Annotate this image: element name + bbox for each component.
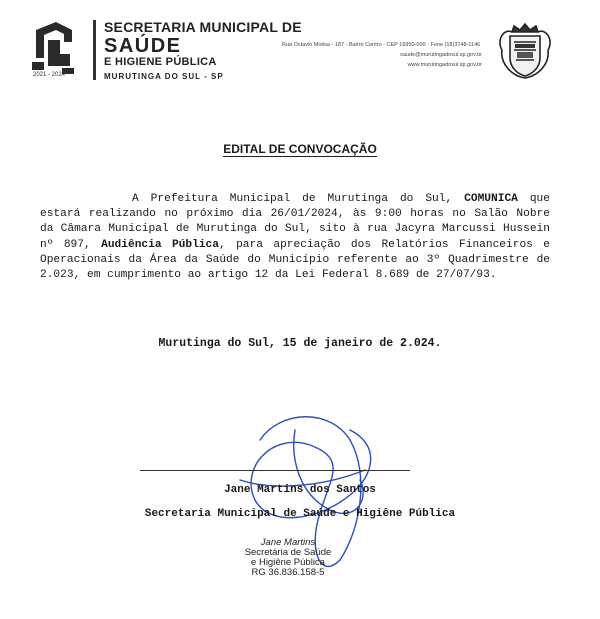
body-main: que estará realizando no próximo dia 26/01/2024, às 9:00 horas no Salão Nobre da Câmara Municipal de Murutinga do Sul, sito à rua Jacyra Marcussi Hussein nº 897, (40, 193, 550, 251)
signature-stamp (228, 538, 348, 578)
body-closing: , para apreciação dos Relatórios Financeiros e Operacionais da Área da Saúde do Município referente ao 3º Quadrimestre de 2.023, em cumprimento ao artigo 12 da Lei Federal 8.689 de 27/07/93. (40, 238, 551, 282)
contact-website: www.murutingadosul.sp.gov.br (407, 62, 482, 68)
header-divider (93, 20, 96, 80)
org-line-2: SAÚDE (104, 35, 182, 57)
contact-email: saude@murutingadosul.sp.gov.br (400, 52, 482, 58)
document-title-text: EDITAL DE CONVOCAÇÃO (223, 142, 377, 156)
stamp-line-2: Secretária de Saúde (244, 547, 332, 558)
municipal-crest-icon (494, 20, 556, 82)
contact-address: Rua Octavio Motisa - 187 - Bairro Centro - CEP 16950-000 - Fone (18)3748-1146 (282, 42, 481, 48)
stamp-rg: RG 36.836.158-5 (251, 567, 325, 578)
document-body (40, 192, 550, 283)
org-line-4: MURUTINGA DO SUL - SP (104, 72, 224, 81)
signature-line (140, 470, 410, 471)
document-title (0, 142, 600, 156)
org-line-1: SECRETARIA MUNICIPAL DE (104, 19, 302, 35)
stamp-name: Jane Martins (260, 537, 316, 548)
logo-caption: 2021 - 2024 (32, 72, 66, 78)
signer-role: Secretaria Municipal de Saúde e Higiêne Pública (144, 508, 456, 520)
org-line-3: E HIGIENE PÚBLICA (104, 56, 217, 68)
signer-name: Jane Martins dos Santos (224, 484, 376, 496)
contact-info (282, 40, 482, 70)
body-intro: A Prefeitura Municipal de Murutinga do Sul, (132, 193, 453, 205)
city-date: Murutinga do Sul, 15 de janeiro de 2.024. (158, 337, 442, 350)
organization-name (104, 20, 302, 81)
body-audiencia: Audiência Pública (101, 238, 219, 251)
stamp-line-3: e Higiêne Pública (251, 557, 325, 568)
body-comunica: COMUNICA (464, 193, 518, 205)
